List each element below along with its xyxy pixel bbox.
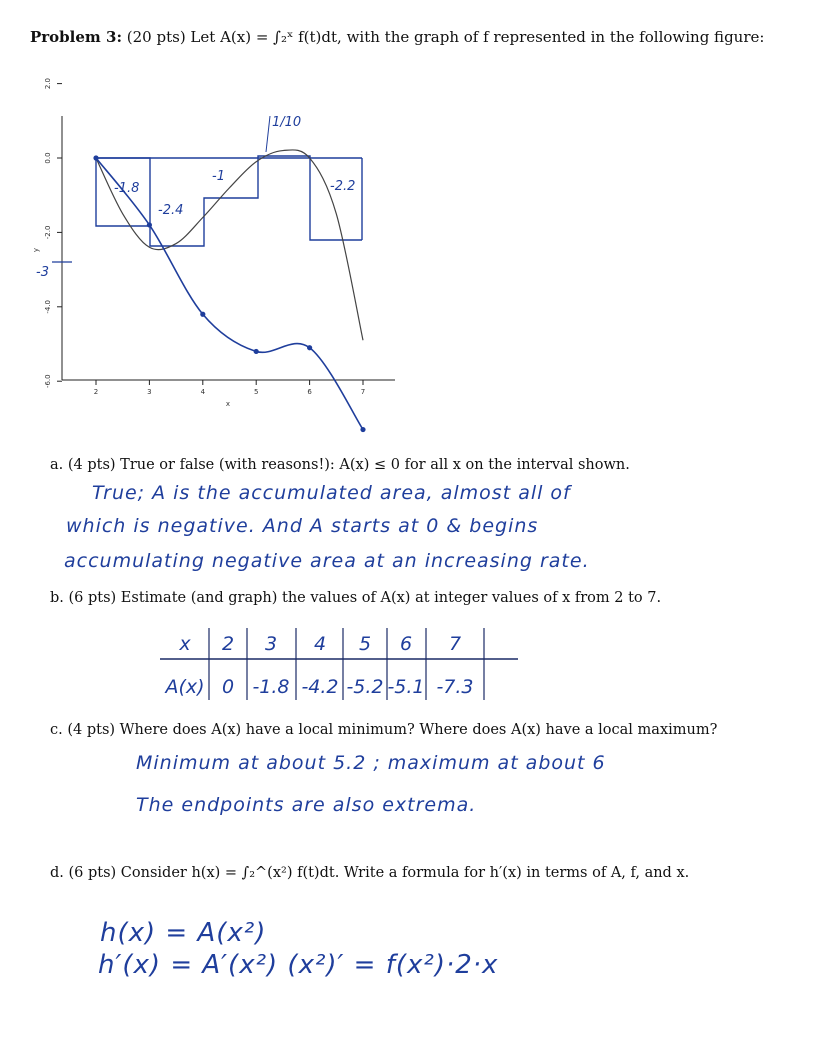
y-tick-label: -6.0 [44,374,52,389]
values-table [150,622,530,702]
annotation-pointer [266,116,270,152]
y-axis-label: y [32,247,40,253]
problem-label: Problem 3: [30,28,122,46]
function-graph [30,70,470,450]
sketch-point [307,345,312,350]
answer-d-line-2: h′(x) = A′(x²) (x²)′ = f(x²)·2·x [98,950,499,980]
table-a-value: -7.3 [436,676,474,698]
x-tick-label: 2 [93,388,99,396]
annotation-area-1: -1.8 [114,181,140,196]
table-x-value: 4 [313,633,327,655]
x-tick-label: 6 [307,388,312,396]
table-a-value: -4.2 [301,676,339,698]
problem-statement: (20 pts) Let A(x) = ∫₂ˣ f(t)dt, with the graph of f represented in the following figure: [126,28,765,46]
y-ticks [44,78,62,388]
annotation-area-4: 1/10 [272,115,302,130]
answer-a-line-3: accumulating negative area at an increasing rate. [64,550,590,572]
question-c: c. (4 pts) Where does A(x) have a local minimum? Where does A(x) have a local maximum? [50,722,718,738]
accumulation-sketch-curve [93,158,366,430]
annotation-area-5: -2.2 [330,179,356,194]
sketch-point [254,349,259,354]
table-a-value: -5.2 [346,676,384,698]
table-a-value: -5.1 [387,676,425,698]
f-curve [96,150,363,340]
x-tick-label: 7 [360,388,366,396]
sketch-point [360,427,365,432]
table-cells [163,633,473,698]
y-tick-label: 0.0 [44,152,52,164]
sketch-point [200,312,205,317]
answer-a-line-1: True; A is the accumulated area, almost all of [92,482,571,504]
problem-header [30,28,764,46]
table-header-x: x [179,633,191,655]
sketch-points [93,155,365,432]
x-tick-label: 4 [200,388,206,396]
x-tick-label: 3 [147,388,152,396]
table-a-value: -1.8 [252,676,290,698]
annotation-area-3: -1 [212,169,225,184]
riemann-rectangles [96,156,362,246]
table-x-value: 2 [221,633,235,655]
y-tick-label: 2.0 [44,78,52,90]
table-x-value: 6 [399,633,413,655]
table-header-ax: A(x) [165,676,205,698]
table-a-value: 0 [221,676,235,698]
answer-c-line-2: The endpoints are also extrema. [136,794,477,816]
table-x-value: 5 [358,633,372,655]
question-d: d. (6 pts) Consider h(x) = ∫₂^(x²) f(t)dt. Write a formula for h′(x) in terms of A, f, and x. [50,865,690,881]
x-ticks [94,380,365,396]
x-tick-label: 5 [253,388,259,396]
table-x-value: 3 [264,633,278,655]
question-b: b. (6 pts) Estimate (and graph) the values of A(x) at integer values of x from 2 to 7. [50,590,662,606]
answer-d-line-1: h(x) = A(x²) [100,918,267,948]
x-axis-label: x [225,400,231,408]
answer-a-line-2: which is negative. And A starts at 0 & begins [66,515,539,537]
answer-c-line-1: Minimum at about 5.2 ; maximum at about 6 [136,752,606,774]
question-a: a. (4 pts) True or false (with reasons!): A(x) ≤ 0 for all x on the interval shown. [50,457,630,473]
annotation-y-mark: -3 [36,265,49,280]
annotation-area-2: -2.4 [158,203,184,218]
sketch-point [93,155,98,160]
y-tick-label: -4.0 [44,299,52,314]
table-x-value: 7 [448,633,462,655]
y-tick-label: -2.0 [44,225,52,240]
sketch-point [147,222,152,227]
